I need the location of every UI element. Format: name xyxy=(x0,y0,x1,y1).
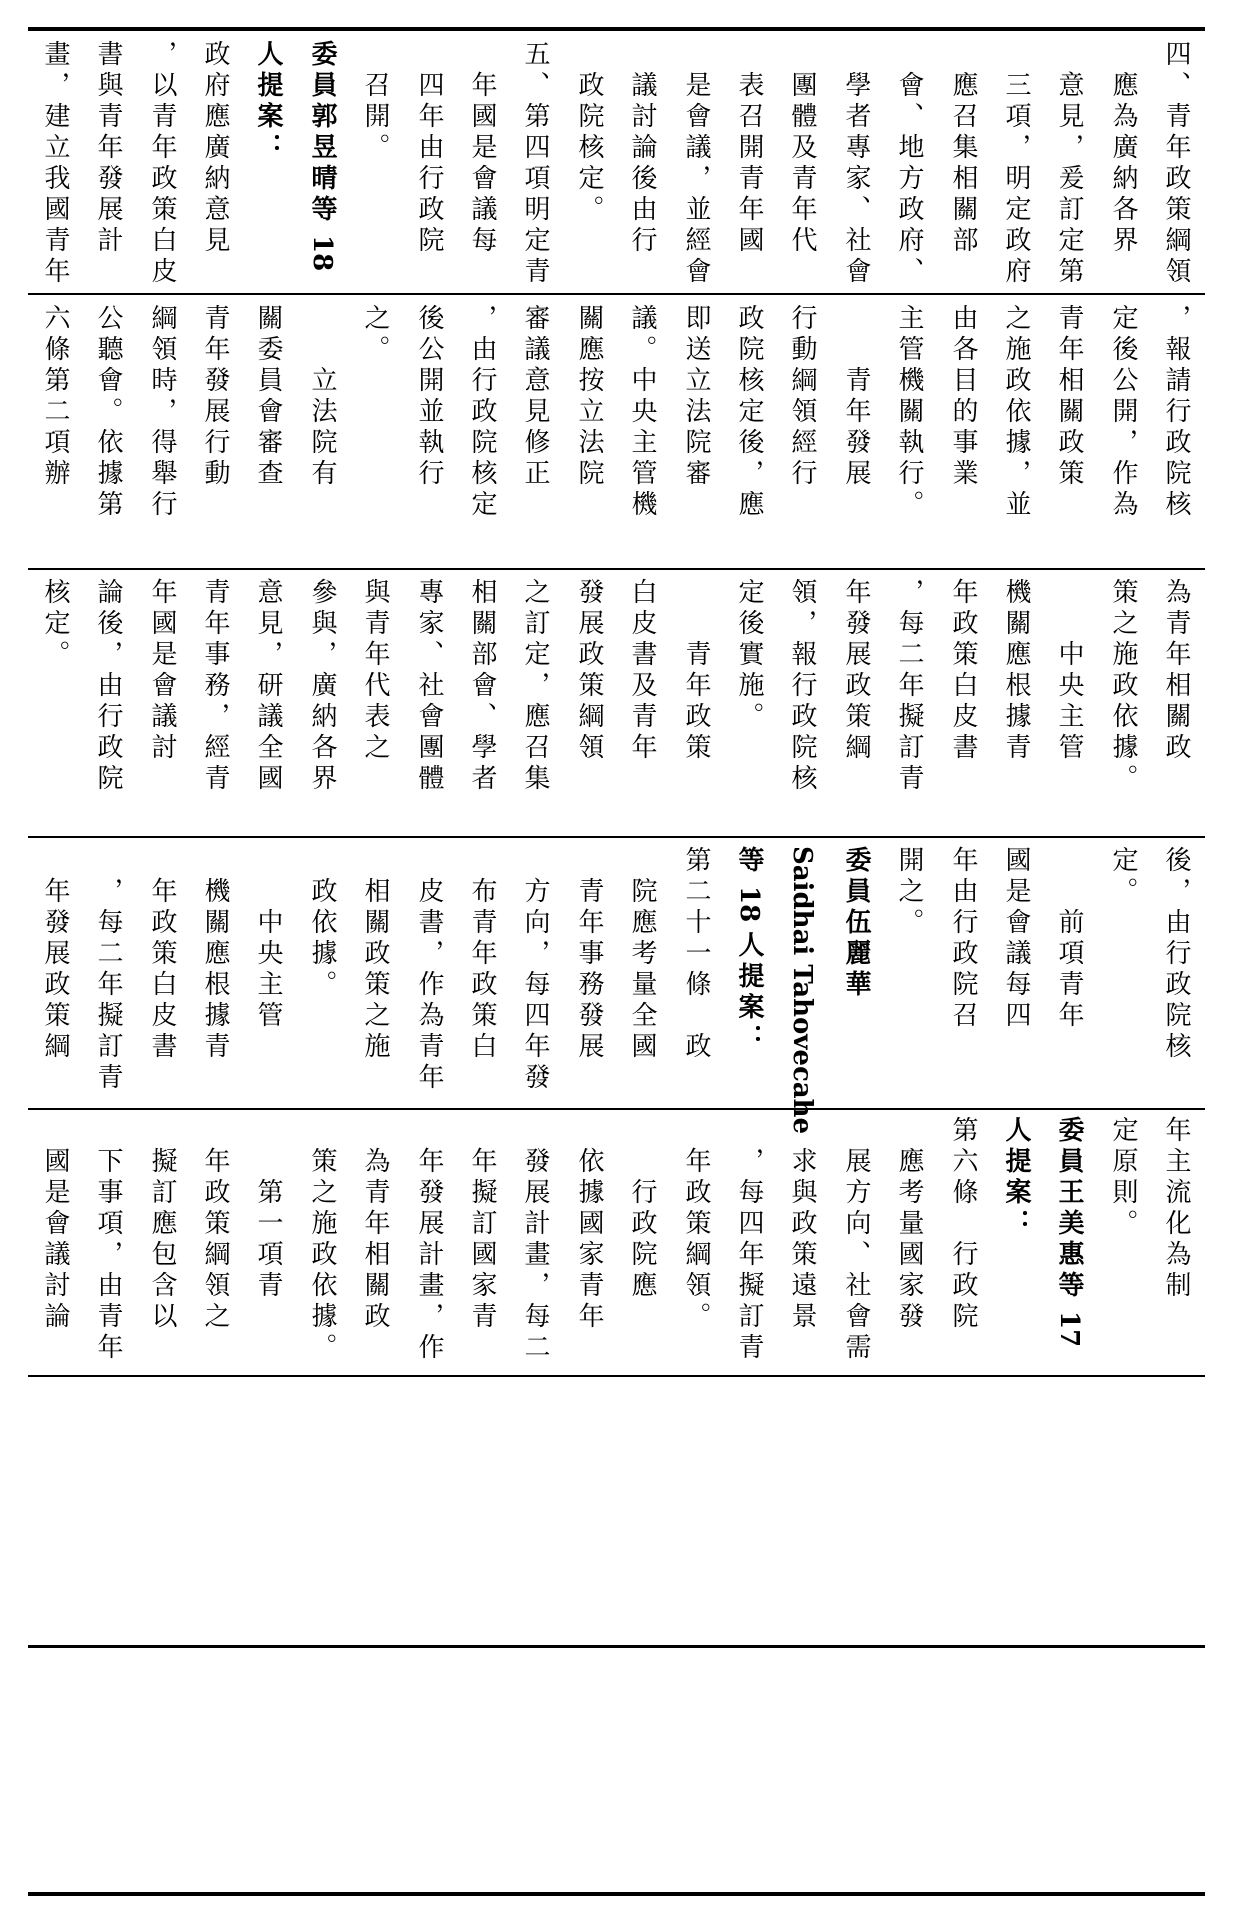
text-column xyxy=(1003,1116,1029,1240)
text-line: 參與，廣納各界 xyxy=(307,578,337,795)
text-column xyxy=(576,304,602,490)
text-line: 議。中央主管機 xyxy=(627,304,657,521)
text-column xyxy=(522,1116,548,1364)
text-line: 核定。 xyxy=(40,578,70,671)
text-column xyxy=(149,578,175,764)
text-line: 第二十一條 政 xyxy=(681,846,711,1063)
text-column xyxy=(469,578,495,795)
text-column xyxy=(896,1116,922,1333)
text-line: 會、地方政府、 xyxy=(894,40,924,288)
text-line: 開之。 xyxy=(894,846,924,939)
text-column xyxy=(1003,304,1029,521)
text-column xyxy=(255,846,281,1032)
text-column xyxy=(362,304,388,366)
text-column xyxy=(202,1116,228,1333)
text-line: 委員伍麗華 xyxy=(841,846,871,1001)
text-column xyxy=(843,846,869,1001)
text-line: 專家、社會團體 xyxy=(414,578,444,795)
text-line: 年政策白皮書 xyxy=(147,846,177,1063)
text-line: 皮書，作為青年 xyxy=(414,846,444,1094)
text-line: 展方向、社會需 xyxy=(841,1116,871,1364)
text-line: 為青年相關政 xyxy=(1161,578,1191,764)
text-line: 相關部會、學者 xyxy=(467,578,497,795)
text-line: 行政院應 xyxy=(627,1116,657,1302)
text-line: Saidhai Tahovecahe xyxy=(787,846,817,1135)
text-column xyxy=(1110,40,1136,257)
text-line: 青年發展 xyxy=(841,304,871,490)
text-line: 意見，研議全國 xyxy=(253,578,283,795)
text-column xyxy=(416,578,442,795)
text-column xyxy=(469,40,495,257)
text-line: 中央主管 xyxy=(253,846,283,1032)
rule-row5-bottom xyxy=(28,1375,1205,1377)
text-column xyxy=(362,846,388,1063)
bottom-rule xyxy=(28,1892,1205,1896)
text-column xyxy=(469,1116,495,1333)
text-column xyxy=(576,40,602,226)
text-line: 應為廣納各界 xyxy=(1108,40,1138,257)
text-column xyxy=(309,1116,335,1364)
text-line: 之。 xyxy=(360,304,390,366)
text-line: 委員王美惠等 xyxy=(1054,1116,1084,1302)
text-line: 布青年政策白 xyxy=(467,846,497,1063)
text-column xyxy=(362,1116,388,1333)
text-line: 等 xyxy=(734,846,764,877)
text-line: 應召集相關部 xyxy=(948,40,978,257)
text-column xyxy=(95,846,121,1094)
text-line: 後，由行政院核 xyxy=(1161,846,1191,1063)
text-line: 四年由行政院 xyxy=(414,40,444,257)
rule-row1-bottom xyxy=(28,293,1205,295)
text-line: 中央主管 xyxy=(1054,578,1084,764)
text-line: 政依據。 xyxy=(307,846,337,1001)
text-line: 公聽會。依據第 xyxy=(93,304,123,521)
text-column xyxy=(42,1116,68,1333)
text-line: 方向，每四年發 xyxy=(520,846,550,1094)
text-line: 青年相關政策 xyxy=(1054,304,1084,490)
text-line-number: 17 xyxy=(1054,1302,1084,1348)
text-column xyxy=(522,846,548,1094)
text-line: ，每二年擬訂青 xyxy=(894,578,924,795)
text-column xyxy=(149,1116,175,1333)
text-cell-4 xyxy=(30,846,1205,1135)
text-line: 定。 xyxy=(1108,846,1138,908)
text-column xyxy=(896,40,922,288)
text-line: 發展計畫，每二 xyxy=(520,1116,550,1364)
text-column xyxy=(469,846,495,1063)
text-column xyxy=(309,846,335,1001)
text-column xyxy=(789,1116,815,1333)
text-column xyxy=(843,1116,869,1364)
text-column xyxy=(149,40,175,288)
text-column xyxy=(576,846,602,1063)
rule-row4-bottom xyxy=(28,1108,1205,1110)
text-line: 年國是會議討 xyxy=(147,578,177,764)
text-line: 策之施政依據。 xyxy=(1108,578,1138,795)
text-column xyxy=(1110,304,1136,521)
text-line: 定原則。 xyxy=(1108,1116,1138,1240)
text-line: 四、青年政策綱領 xyxy=(1161,40,1191,288)
text-line: 五、第四項明定青 xyxy=(520,40,550,288)
text-line: ，每二年擬訂青 xyxy=(93,846,123,1094)
text-column xyxy=(309,304,335,490)
text-line: 書與青年發展計 xyxy=(93,40,123,257)
text-column xyxy=(789,578,815,795)
text-line: 策之施政依據。 xyxy=(307,1116,337,1364)
text-column xyxy=(1056,578,1082,764)
text-line: 年由行政院召 xyxy=(948,846,978,1032)
text-line: 第一項青 xyxy=(253,1116,283,1302)
text-column xyxy=(896,578,922,795)
text-column xyxy=(522,40,548,288)
text-column xyxy=(416,846,442,1094)
text-column xyxy=(789,40,815,257)
text-column xyxy=(789,846,815,1134)
text-line: 行動綱領經行 xyxy=(787,304,817,490)
text-column xyxy=(683,1116,709,1333)
text-line: 年國是會議每 xyxy=(467,40,497,257)
text-column xyxy=(576,1116,602,1333)
text-line: 關應按立法院 xyxy=(574,304,604,490)
text-column xyxy=(255,40,281,164)
text-cell-3 xyxy=(30,578,1205,833)
text-column xyxy=(42,846,68,1063)
text-column xyxy=(1056,304,1082,490)
text-line: 青年事務，經青 xyxy=(200,578,230,795)
text-line: ，以青年政策白皮 xyxy=(147,40,177,288)
text-column xyxy=(309,578,335,795)
text-line: 審議意見修正 xyxy=(520,304,550,490)
text-line: 院應考量全國 xyxy=(627,846,657,1063)
text-column xyxy=(42,40,68,288)
text-column xyxy=(736,1116,762,1364)
text-line: 畫，建立我國青年 xyxy=(40,40,70,288)
text-column xyxy=(1163,1116,1189,1302)
text-line: 由各目的事業 xyxy=(948,304,978,490)
text-line: 之施政依據，並 xyxy=(1001,304,1031,521)
text-line: 議討論後由行 xyxy=(627,40,657,257)
rule-lower xyxy=(28,1645,1205,1648)
text-line: 定後實施。 xyxy=(734,578,764,733)
text-column xyxy=(202,578,228,795)
text-column xyxy=(416,1116,442,1364)
text-column xyxy=(1003,846,1029,1032)
text-line: 意見，爰訂定第 xyxy=(1054,40,1084,288)
text-column xyxy=(202,846,228,1063)
text-column xyxy=(1003,578,1029,764)
text-column xyxy=(950,304,976,490)
text-line: 六條第二項辦 xyxy=(40,304,70,490)
text-column xyxy=(202,40,228,257)
text-line: 表召開青年國 xyxy=(734,40,764,257)
text-column xyxy=(629,304,655,521)
text-column xyxy=(1163,304,1189,521)
text-line: 團體及青年代 xyxy=(787,40,817,257)
text-column xyxy=(416,304,442,490)
text-column xyxy=(95,40,121,257)
text-column xyxy=(149,846,175,1063)
text-column xyxy=(1056,846,1082,1032)
text-line-number: 18 xyxy=(307,226,337,272)
text-line: 年政策綱領之 xyxy=(200,1116,230,1333)
text-line: 青年發展行動 xyxy=(200,304,230,490)
text-column xyxy=(683,846,709,1063)
text-column xyxy=(522,304,548,490)
text-column xyxy=(843,578,869,764)
text-line: 人提案： xyxy=(253,40,283,164)
text-column xyxy=(629,40,655,257)
text-column xyxy=(522,578,548,795)
text-line-number: 18 xyxy=(734,877,764,932)
text-line: 擬訂應包含以 xyxy=(147,1116,177,1333)
text-column xyxy=(416,40,442,257)
text-column xyxy=(843,304,869,490)
text-line: 是會議，並經會 xyxy=(681,40,711,288)
text-line: ，報請行政院核 xyxy=(1161,304,1191,521)
text-line: 年發展政策綱 xyxy=(40,846,70,1063)
text-cell-5 xyxy=(30,1116,1205,1371)
text-column xyxy=(1110,846,1136,908)
text-column xyxy=(629,578,655,764)
text-line: ，由行政院核定 xyxy=(467,304,497,521)
rule-row3-bottom xyxy=(28,836,1205,838)
text-line: 人提案： xyxy=(1001,1116,1031,1240)
text-column xyxy=(1003,40,1029,288)
text-column xyxy=(1110,578,1136,795)
text-line: 求與政策遠景 xyxy=(787,1116,817,1333)
text-line: 應考量國家發 xyxy=(894,1116,924,1333)
text-line: 論後，由行政院 xyxy=(93,578,123,795)
text-line: 即送立法院審 xyxy=(681,304,711,490)
text-line: 國是會議討論 xyxy=(40,1116,70,1333)
text-cell-1 xyxy=(30,40,1205,290)
text-line: 前項青年 xyxy=(1054,846,1084,1032)
text-line: 政院核定後，應 xyxy=(734,304,764,521)
text-column xyxy=(42,304,68,490)
text-line: 發展政策綱領 xyxy=(574,578,604,764)
text-column xyxy=(683,578,709,764)
text-line: 之訂定，應召集 xyxy=(520,578,550,795)
text-column xyxy=(95,1116,121,1364)
text-column xyxy=(736,304,762,521)
text-column xyxy=(629,1116,655,1302)
text-column xyxy=(736,40,762,257)
text-column xyxy=(896,846,922,939)
text-column xyxy=(1163,40,1189,288)
rule-row2-bottom xyxy=(28,568,1205,570)
text-line: 綱領時，得舉行 xyxy=(147,304,177,521)
text-column xyxy=(309,40,335,271)
text-column xyxy=(95,304,121,521)
text-line: 委員郭昱晴等 xyxy=(307,40,337,226)
text-column xyxy=(1056,40,1082,288)
text-column xyxy=(950,40,976,257)
text-line: 領，報行政院核 xyxy=(787,578,817,795)
text-line: 年擬訂國家青 xyxy=(467,1116,497,1333)
text-column xyxy=(469,304,495,521)
text-line: 依據國家青年 xyxy=(574,1116,604,1333)
text-line: 相關政策之施 xyxy=(360,846,390,1063)
text-line: 立法院有 xyxy=(307,304,337,490)
text-line: 年發展政策綱 xyxy=(841,578,871,764)
text-column xyxy=(843,40,869,288)
text-column xyxy=(683,40,709,288)
text-line: 召開。 xyxy=(360,40,390,164)
text-line: 後公開並執行 xyxy=(414,304,444,490)
text-column xyxy=(789,304,815,490)
text-cell-2 xyxy=(30,304,1205,564)
text-line: 定後公開，作為 xyxy=(1108,304,1138,521)
text-line: 三項，明定政府 xyxy=(1001,40,1031,288)
text-column xyxy=(1056,1116,1082,1347)
text-column xyxy=(736,578,762,733)
text-column xyxy=(736,846,762,1055)
text-column xyxy=(1163,846,1189,1063)
text-column xyxy=(202,304,228,490)
text-line: 為青年相關政 xyxy=(360,1116,390,1333)
text-line: 政府應廣納意見 xyxy=(200,40,230,257)
text-line: 主管機關執行。 xyxy=(894,304,924,521)
text-line: 年政策綱領。 xyxy=(681,1116,711,1333)
text-column xyxy=(1110,1116,1136,1240)
text-line: 年發展計畫，作 xyxy=(414,1116,444,1364)
text-column xyxy=(950,846,976,1032)
text-line: 機關應根據青 xyxy=(200,846,230,1063)
text-line: 下事項，由青年 xyxy=(93,1116,123,1364)
top-rule xyxy=(28,27,1205,31)
text-column xyxy=(362,40,388,164)
text-column xyxy=(1163,578,1189,764)
text-line-tail: 人提案： xyxy=(734,931,764,1056)
text-line: 機關應根據青 xyxy=(1001,578,1031,764)
text-line: 與青年代表之 xyxy=(360,578,390,764)
text-line: 青年事務發展 xyxy=(574,846,604,1063)
text-column xyxy=(255,1116,281,1302)
text-column xyxy=(950,1116,976,1333)
text-column xyxy=(255,578,281,795)
text-line: 政院核定。 xyxy=(574,40,604,226)
text-column xyxy=(950,578,976,764)
text-line: 白皮書及青年 xyxy=(627,578,657,764)
text-line: 關委員會審查 xyxy=(253,304,283,490)
text-column xyxy=(362,578,388,764)
text-column xyxy=(896,304,922,521)
text-column xyxy=(255,304,281,490)
text-column xyxy=(683,304,709,490)
text-column xyxy=(576,578,602,764)
text-column xyxy=(42,578,68,671)
text-line: 學者專家、社會 xyxy=(841,40,871,288)
text-line: 青年政策 xyxy=(681,578,711,764)
text-line: 第六條 行政院 xyxy=(948,1116,978,1333)
text-column xyxy=(149,304,175,521)
text-line: ，每四年擬訂青 xyxy=(734,1116,764,1364)
text-line: 年主流化為制 xyxy=(1161,1116,1191,1302)
text-line: 年政策白皮書 xyxy=(948,578,978,764)
text-column xyxy=(629,846,655,1063)
text-line: 國是會議每四 xyxy=(1001,846,1031,1032)
text-column xyxy=(95,578,121,795)
